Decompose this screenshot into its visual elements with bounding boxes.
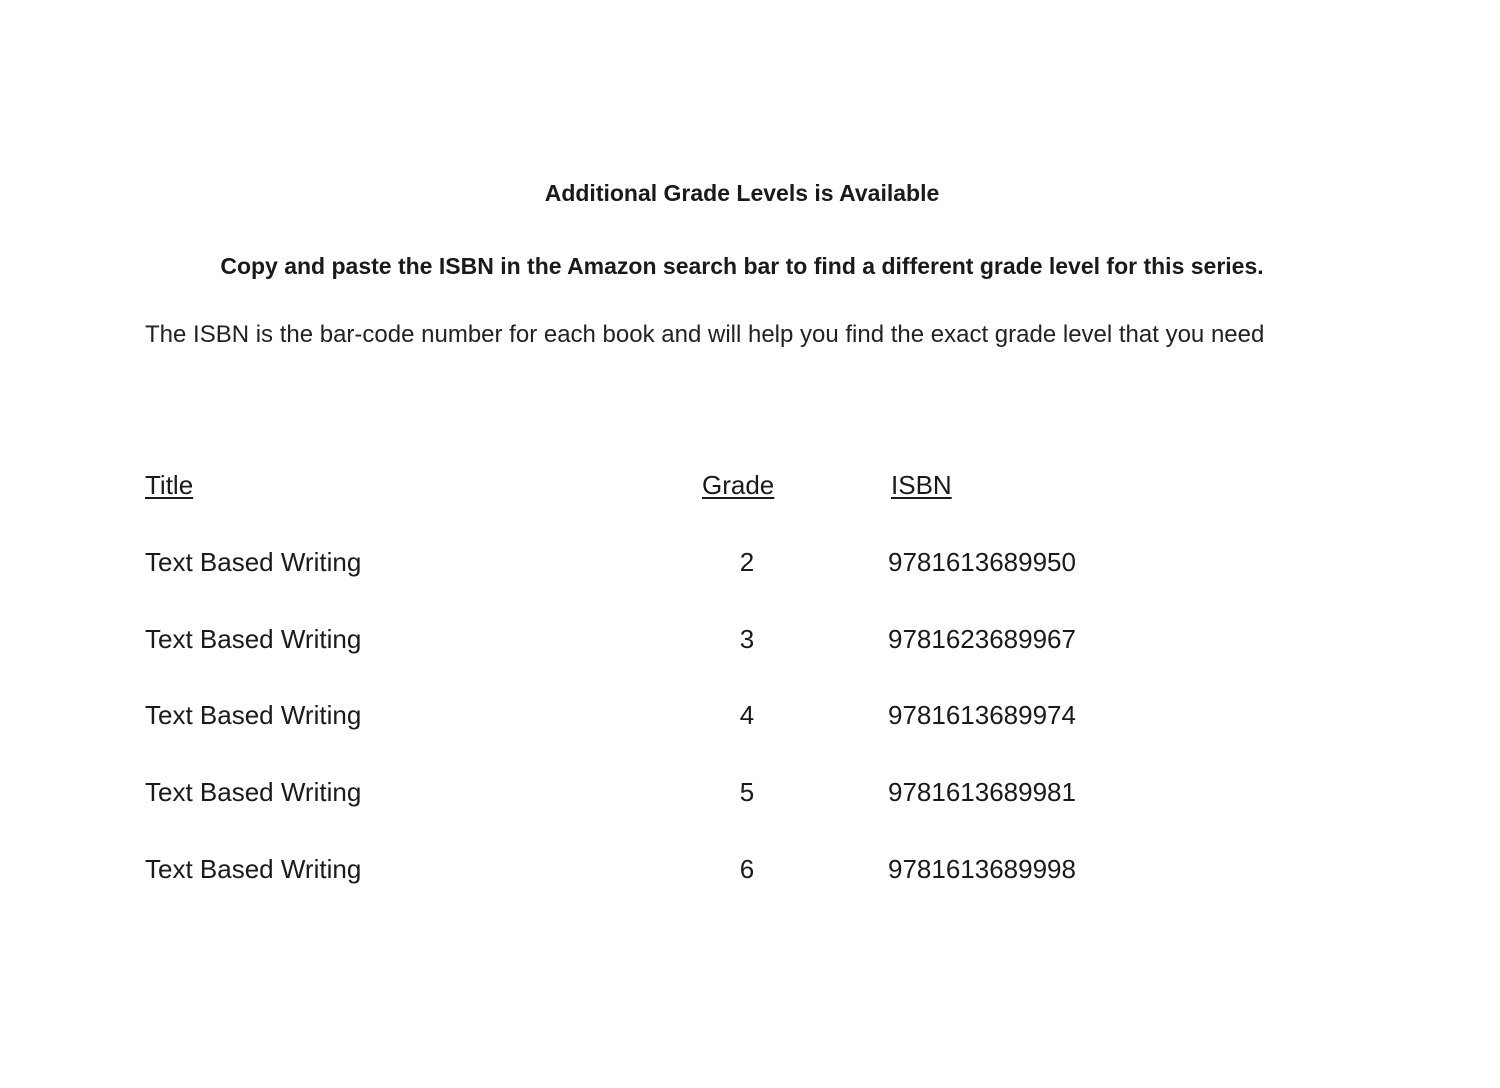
instruction-heading: Copy and paste the ISBN in the Amazon search bar to find a different grade level for this series. <box>220 253 1264 279</box>
table-row-title: Text Based Writing <box>145 854 362 884</box>
table-row-grade: 6 <box>739 854 755 884</box>
table-row-isbn: 9781613689974 <box>888 700 1076 730</box>
table-row-title: Text Based Writing <box>145 624 362 654</box>
table-row-isbn: 9781613689950 <box>888 547 1076 577</box>
page-title: Additional Grade Levels is Available <box>544 180 940 206</box>
column-header-isbn: ISBN <box>891 470 952 500</box>
column-header-title: Title <box>145 470 194 500</box>
table-row-title: Text Based Writing <box>145 777 362 807</box>
table-row-isbn: 9781623689967 <box>888 624 1076 654</box>
table-row-grade: 5 <box>739 777 755 807</box>
table-row-isbn: 9781613689998 <box>888 854 1076 884</box>
isbn-note: The ISBN is the bar-code number for each book and will help you find the exact grade level that you need <box>145 321 1265 348</box>
column-header-grade: Grade <box>702 470 775 500</box>
table-row-grade: 3 <box>739 624 755 654</box>
table-row-grade: 4 <box>739 700 755 730</box>
table-row-grade: 2 <box>739 547 755 577</box>
table-row-isbn: 9781613689981 <box>888 777 1076 807</box>
table-row-title: Text Based Writing <box>145 700 362 730</box>
table-row-title: Text Based Writing <box>145 547 362 577</box>
